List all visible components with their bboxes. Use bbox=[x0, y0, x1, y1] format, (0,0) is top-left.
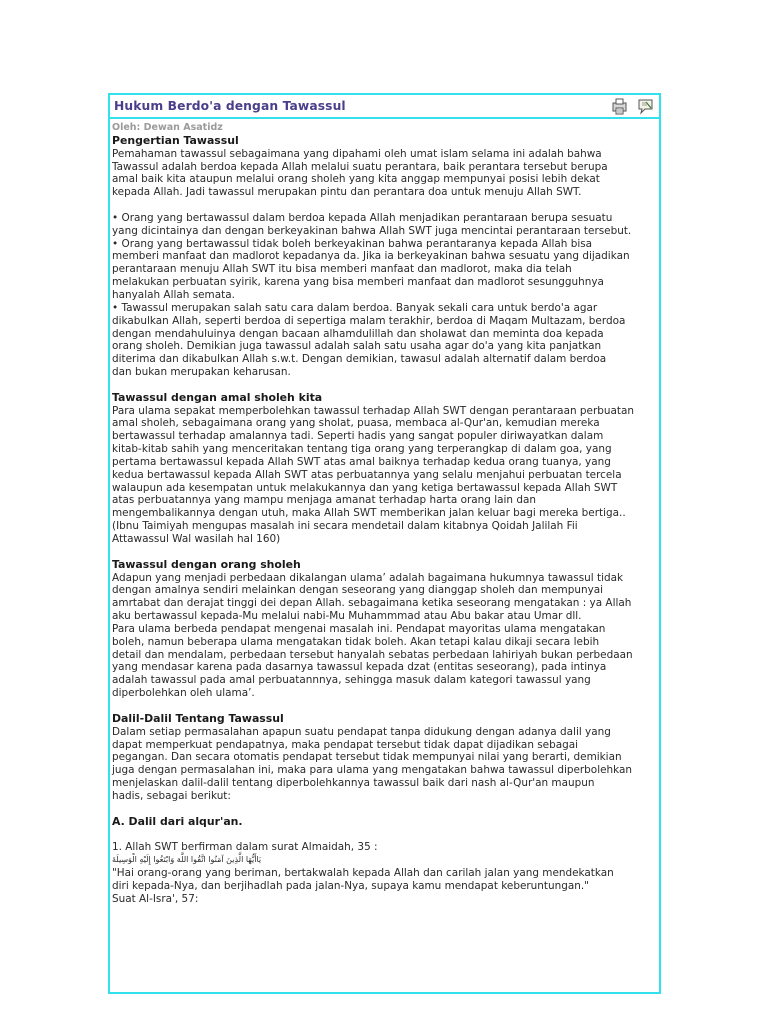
text-line: hanyalah Allah semata. bbox=[112, 288, 235, 301]
text-line: kepada Allah. Jadi tawassul merupakan pintu dan perantara doa untuk menuju Allah SWT. bbox=[112, 186, 582, 199]
text-line: Para ulama berbeda pendapat mengenai masalah ini. Pendapat mayoritas ulama mengatakan bbox=[112, 622, 606, 635]
text-line: • Orang yang bertawassul dalam berdoa kepada Allah menjadikan perantaraan berupa sesuatu bbox=[112, 211, 613, 224]
text-line: orang sholeh. Demikian juga tawassul adalah salah satu usaha agar do'a yang kita panjatkan bbox=[112, 340, 602, 353]
text-line: amrtabat dan derajat tinggi dei depan Allah. sebagaimana ketika seseorang mengatakan : ya Allah bbox=[112, 597, 632, 610]
text-line: yang dicintainya dan dengan berkeyakinan bahwa Allah SWT juga mencintai perantaraan tersebut. bbox=[112, 224, 632, 237]
text-line: mengembalikannya dengan utuh, maka Allah SWT memberikan jalan keluar bagi mereka bertiga.. bbox=[112, 507, 626, 520]
text-line: kitab-kitab sahih yang menceritakan tentang tiga orang yang terperangkap di dalam goa, yang bbox=[112, 443, 612, 456]
text-line: • Orang yang bertawassul tidak boleh berkeyakinan bahwa perantaranya kepada Allah bisa bbox=[112, 237, 593, 250]
arabic-verse: يَاأَيُّهَا الَّذِينَ آمَنُوا اتَّقُوا اللَّهَ وَابْتَغُوا إِلَيْهِ الْوَسِيلَةَ bbox=[112, 855, 262, 865]
title-bar bbox=[110, 95, 659, 119]
text-line: (Ibnu Taimiyah mengupas masalah ini secara mendetail dalam kitabnya Qoidah Jalilah Fii bbox=[112, 520, 578, 533]
section-heading: Dalil-Dalil Tentang Tawassul bbox=[112, 711, 284, 725]
section-heading: A. Dalil dari alqur'an. bbox=[112, 814, 243, 828]
text-line: dengan mendahuluinya dengan bacaan alhamdulillah dan sholawat dan meminta doa kepada bbox=[112, 327, 604, 340]
text-line: pegangan. Dan secara otomatis pendapat tersebut tidak mempunyai nilai yang berarti, demikian bbox=[112, 751, 622, 764]
article-body bbox=[110, 119, 659, 905]
blank-line bbox=[112, 199, 657, 212]
text-line: Dalam setiap permasalahan apapun suatu pendapat tanpa didukung dengan adanya dalil yang bbox=[112, 725, 611, 738]
text-line: Tawassul adalah berdoa kepada Allah melalui suatu perantara, baik perantara tersebut berupa bbox=[112, 160, 608, 173]
text-line: dapat memperkuat pendapatnya, maka pendapat tersebut tidak dapat dijadikan sebagai bbox=[112, 738, 579, 751]
text-line: melakukan perbuatan syirik, karena yang bisa memberi manfaat dan madlorot sesungguhnya bbox=[112, 276, 604, 289]
text-line: memberi manfaat dan madlorot kepadanya da. Jika ia berkeyakinan bahwa sesuatu yang dijadikan bbox=[112, 250, 630, 263]
text-line: Attawassul Wal wasilah hal 160) bbox=[112, 533, 281, 545]
text-line: bertawassul terhadap amalannya tadi. Seperti hadis yang sangat populer diriwayatkan dalam bbox=[112, 430, 604, 443]
text-line: kedua bertawassul kepada Allah SWT atas perbuatannya yang selalu menjahui perbuatan tercela bbox=[112, 468, 622, 481]
blank-line bbox=[112, 700, 657, 713]
toolbar-icons bbox=[611, 97, 655, 115]
text-line: atas perbuatannya yang mampu menjaga amanat terhadap harta orang lain dan bbox=[112, 494, 536, 507]
text-line: pertama bertawassul kepada Allah SWT atas amal baiknya terhadap kedua orang tuanya, yang bbox=[112, 455, 611, 468]
text-line: Pemahaman tawassul sebagaimana yang dipahami oleh umat islam selama ini adalah bahwa bbox=[112, 147, 602, 160]
text-line: amal baik kita ataupun melalui orang sholeh yang kita anggap mempunyai posisi lebih dekat bbox=[112, 173, 600, 186]
blank-line bbox=[112, 803, 657, 816]
text-line: diperbolehkan oleh ulama’. bbox=[112, 687, 255, 700]
text-line: boleh, namun beberapa ulama mengatakan tidak boleh. Akan tetapi kalau dikaji secara lebih bbox=[112, 635, 600, 648]
print-icon[interactable] bbox=[611, 97, 629, 115]
text-line: juga dengan permasalahan ini, maka para ulama yang mengatakan bahwa tawassul diperbolehkan bbox=[112, 764, 633, 777]
text-line: 1. Allah SWT berfirman dalam surat Almaidah, 35 : bbox=[112, 841, 378, 854]
text-line: detail dan mendalam, perbedaan tersebut hanyalah sebatas perbedaan lahiriyah bukan perbedaan bbox=[112, 648, 633, 661]
text-line: walaupun ada kesempatan untuk melakukannya dan yang ketiga bertawassul kepada Allah SWT bbox=[112, 481, 618, 494]
text-line: Para ulama sepakat memperbolehkan tawassul terhadap Allah SWT dengan perantaraan perbuatan bbox=[112, 404, 634, 417]
article-frame bbox=[108, 93, 661, 994]
author-line: Oleh: Dewan Asatidz bbox=[112, 122, 223, 133]
text-line: diri kepada-Nya, dan berjihadlah pada jalan-Nya, supaya kamu mendapat keberuntungan." bbox=[112, 879, 589, 892]
comment-icon[interactable] bbox=[637, 97, 655, 115]
section-heading: Tawassul dengan orang sholeh bbox=[112, 557, 301, 571]
section-heading: Tawassul dengan amal sholeh kita bbox=[112, 390, 323, 404]
blank-line bbox=[112, 546, 657, 559]
text-line: hadis, sebagai berikut: bbox=[112, 789, 231, 802]
text-line: • Tawassul merupakan salah satu cara dalam berdoa. Banyak sekali cara untuk berdo'a agar bbox=[112, 301, 598, 314]
text-line: dikabulkan Allah, seperti berdoa di sepertiga malam terakhir, berdoa di Maqam Multazam, berdoa bbox=[112, 314, 626, 327]
text-line: Suat Al-Isra', 57: bbox=[112, 892, 199, 905]
blank-line bbox=[112, 828, 657, 841]
text-line: Adapun yang menjadi perbedaan dikalangan ulama’ adalah bagaimana hukumnya tawassul tidak bbox=[112, 571, 624, 584]
text-line: menjelaskan dalil-dalil tentang diperbolehkannya tawassul baik dari nash al-Qur'an maupun bbox=[112, 777, 595, 790]
text-line: "Hai orang-orang yang beriman, bertakwalah kepada Allah dan carilah jalan yang mendekatkan bbox=[112, 866, 614, 879]
blank-line bbox=[112, 379, 657, 392]
text-line: yang mendasar karena pada dasarnya tawassul kepada dzat (entitas seseorang), pada intinya bbox=[112, 661, 607, 674]
text-line: aku bertawassul kepada-Mu melalui nabi-Mu Muhammmad atau Abu bakar atau Umar dll. bbox=[112, 610, 582, 623]
text-line: dan bukan merupakan keharusan. bbox=[112, 366, 291, 379]
text-line: perantaraan menuju Allah SWT itu bisa memberi manfaat dan madlorot, maka dia telah bbox=[112, 263, 572, 276]
article-title: Hukum Berdo'a dengan Tawassul bbox=[114, 99, 346, 113]
section-heading: Pengertian Tawassul bbox=[112, 133, 239, 147]
text-line: dengan amalnya sendiri melainkan dengan seseorang yang dianggap sholeh dan mempunyai bbox=[112, 584, 604, 597]
text-line: diterima dan dikabulkan Allah s.w.t. Dengan demikian, tawasul adalah alternatif dalam berdoa bbox=[112, 353, 607, 366]
text-line: adalah tawassul pada amal perbuatannnya, sehingga masuk dalam kategori tawassul yang bbox=[112, 674, 591, 687]
text-line: amal sholeh, sebagaimana orang yang sholat, puasa, membaca al-Qur'an, kemudian mereka bbox=[112, 417, 600, 430]
